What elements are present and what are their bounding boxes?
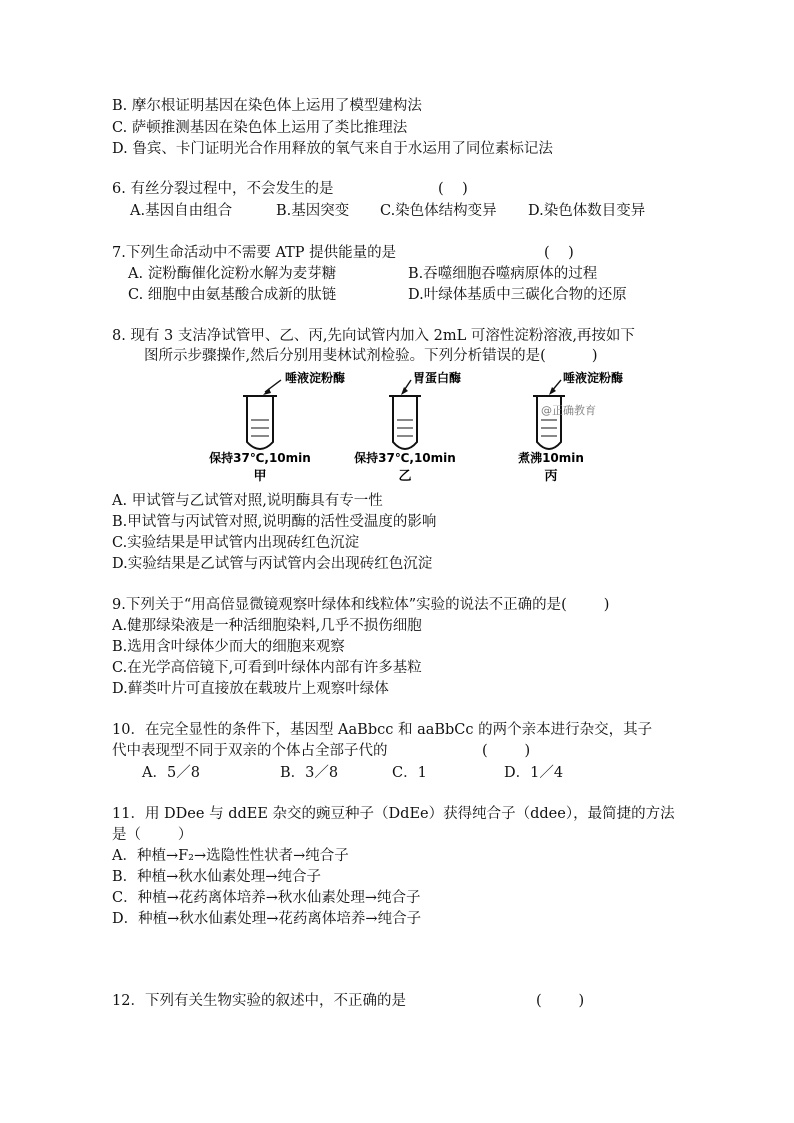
tube-bing-reagent: 唾液淀粉酶 — [563, 371, 624, 385]
tube-bing-condition: 煮沸10min — [518, 451, 584, 465]
q10-option-a: A．5／8 — [142, 765, 200, 781]
q11-stem-line1: 11．用 DDee 与 ddEE 杂交的豌豆种子（DdEe）获得纯合子（ddee），最简捷的方法 — [112, 806, 675, 822]
q9-option-a: A.健那绿染液是一种活细胞染料,几乎不损伤细胞 — [112, 618, 422, 634]
q10-stem-line2: 代中表现型不同于双亲的个体占全部子代的 — [112, 743, 388, 759]
q10-option-d: D．1／4 — [504, 765, 564, 781]
q11-option-d: D．种植→秋水仙素处理→花药离体培养→纯合子 — [112, 911, 422, 927]
q11-option-a: A．种植→F₂→选隐性性状者→纯合子 — [112, 848, 349, 864]
q11-stem-line2: 是（ ） — [112, 827, 193, 843]
tube-yi-reagent: 胃蛋白酶 — [413, 371, 462, 385]
q9-stem: 9.下列关于“用高倍显微镜观察叶绿体和线粒体”实验的说法不正确的是( ) — [112, 597, 610, 613]
q7-stem: 7.下列生命活动中不需要 ATP 提供能量的是 — [112, 245, 397, 261]
q8-option-c: C.实验结果是甲试管内出现砖红色沉淀 — [112, 535, 360, 551]
q10-answer-paren: ( ) — [482, 743, 531, 759]
q8-stem-line1: 8. 现有 3 支洁净试管甲、乙、丙,先向试管内加入 2mL 可溶性淀粉溶液,再按如下 — [112, 328, 635, 344]
q9-option-b: B.选用含叶绿体少而大的细胞来观察 — [112, 639, 345, 655]
tube-yi-condition: 保持37℃,10min — [354, 451, 456, 465]
q12-stem: 12．下列有关生物实验的叙述中，不正确的是 — [112, 993, 406, 1009]
q6-option-d: D.染色体数目变异 — [528, 203, 646, 219]
q5-option-b: B. 摩尔根证明基因在染色体上运用了模型建构法 — [112, 98, 422, 114]
q10-option-c: C．1 — [392, 765, 427, 781]
q6-option-b: B.基因突变 — [276, 203, 350, 219]
q6-option-a: A.基因自由组合 — [130, 203, 233, 219]
q8-option-d: D.实验结果是乙试管与丙试管内会出现砖红色沉淀 — [112, 556, 433, 572]
q6-option-c: C.染色体结构变异 — [380, 203, 497, 219]
q6-stem: 6. 有丝分裂过程中，不会发生的是 — [112, 181, 334, 197]
q11-option-b: B．种植→秋水仙素处理→纯合子 — [112, 869, 321, 885]
q7-option-d: D.叶绿体基质中三碳化合物的还原 — [408, 287, 627, 303]
q9-option-d: D.藓类叶片可直接放在载玻片上观察叶绿体 — [112, 681, 389, 697]
tube-yi-label: 乙 — [398, 469, 412, 484]
q5-option-d: D. 鲁宾、卡门证明光合作用释放的氧气来自于水运用了同位素标记法 — [112, 141, 553, 157]
tube-jia — [209, 370, 345, 484]
tube-jia-reagent: 唾液淀粉酶 — [285, 371, 346, 385]
tube-yi — [354, 370, 461, 484]
tube-jia-condition: 保持37℃,10min — [209, 451, 311, 465]
q8-stem-line2: 图所示步骤操作,然后分别用斐林试剂检验。下列分析错误的是( ) — [144, 348, 598, 364]
watermark: @正确教育 — [541, 404, 596, 417]
q7-option-c: C. 细胞中由氨基酸合成新的肽链 — [128, 287, 337, 303]
tube-bing — [518, 370, 623, 484]
q10-option-b: B．3／8 — [280, 765, 339, 781]
test-tube-figure — [205, 368, 624, 486]
q12-answer-paren: ( ) — [536, 993, 585, 1009]
q5-option-c: C. 萨顿推测基因在染色体上运用了类比推理法 — [112, 120, 408, 136]
tube-jia-label: 甲 — [253, 469, 267, 484]
q8-option-a: A. 甲试管与乙试管对照,说明酶具有专一性 — [112, 493, 383, 509]
q9-option-c: C.在光学高倍镜下,可看到叶绿体内部有许多基粒 — [112, 660, 422, 676]
q7-option-b: B.吞噬细胞吞噬病原体的过程 — [408, 266, 598, 282]
q7-option-a: A. 淀粉酶催化淀粉水解为麦芽糖 — [128, 266, 337, 282]
q8-option-b: B.甲试管与丙试管对照,说明酶的活性受温度的影响 — [112, 514, 437, 530]
tube-bing-label: 丙 — [544, 469, 558, 484]
q10-stem-line1: 10．在完全显性的条件下，基因型 AaBbcc 和 aaBbCc 的两个亲本进行杂交，其子 — [112, 722, 653, 738]
q11-option-c: C．种植→花药离体培养→秋水仙素处理→纯合子 — [112, 890, 421, 906]
q7-answer-paren: ( ) — [544, 245, 574, 261]
q6-answer-paren: ( ) — [438, 181, 468, 197]
